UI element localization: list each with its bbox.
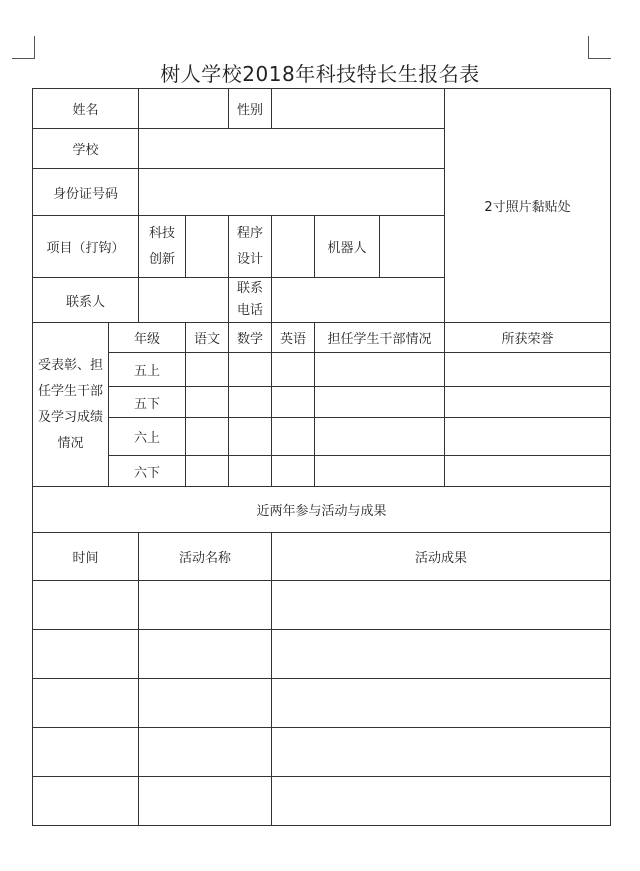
phone-field[interactable] (272, 278, 445, 323)
awards-cell[interactable] (445, 456, 611, 487)
math-header: 数学 (229, 323, 272, 353)
tech-innovation-checkbox[interactable] (186, 216, 229, 278)
grade-cell: 五上 (109, 353, 186, 387)
chinese-score-cell[interactable] (186, 387, 229, 418)
activity-result-cell[interactable] (272, 777, 611, 826)
math-score-cell[interactable] (229, 456, 272, 487)
corner-mark-top-right (588, 36, 611, 59)
activity-name-cell[interactable] (139, 728, 272, 777)
name-label: 姓名 (33, 89, 139, 129)
activity-result-cell[interactable] (272, 630, 611, 679)
activities-title: 近两年参与活动与成果 (33, 487, 611, 533)
contact-label: 联系人 (33, 278, 139, 323)
cadre-cell[interactable] (315, 353, 445, 387)
cadre-cell[interactable] (315, 418, 445, 456)
grade-cell: 五下 (109, 387, 186, 418)
activity-time-cell[interactable] (33, 679, 139, 728)
registration-form (32, 88, 611, 826)
form-title: 树人学校2018年科技特长生报名表 (160, 62, 480, 86)
id-number-field[interactable] (139, 169, 445, 216)
name-field[interactable] (139, 89, 229, 129)
programming-label (229, 216, 272, 278)
activity-time-cell[interactable] (33, 728, 139, 777)
robot-checkbox[interactable] (380, 216, 445, 278)
honors-block-label (33, 323, 109, 487)
english-header: 英语 (272, 323, 315, 353)
chinese-score-cell[interactable] (186, 456, 229, 487)
prog-label-line1: 程序 (237, 225, 264, 241)
awards-header: 所获荣誉 (445, 323, 611, 353)
grade-cell: 六下 (109, 456, 186, 487)
robot-label: 机器人 (315, 216, 380, 278)
school-field[interactable] (139, 129, 445, 169)
corner-mark-top-left (12, 36, 35, 59)
grade-header: 年级 (109, 323, 186, 353)
time-header: 时间 (33, 533, 139, 581)
grade-cell: 六上 (109, 418, 186, 456)
math-score-cell[interactable] (229, 353, 272, 387)
tech-innovation-label (139, 216, 186, 278)
math-score-cell[interactable] (229, 387, 272, 418)
gender-label: 性别 (229, 89, 272, 129)
school-label: 学校 (33, 129, 139, 169)
prog-label-line2: 设计 (237, 251, 264, 267)
phone-label (229, 278, 272, 323)
tech-label-line1: 科技 (149, 225, 176, 241)
gender-field[interactable] (272, 89, 445, 129)
chinese-score-cell[interactable] (186, 418, 229, 456)
activity-time-cell[interactable] (33, 777, 139, 826)
english-score-cell[interactable] (272, 353, 315, 387)
activity-result-cell[interactable] (272, 581, 611, 630)
chinese-score-cell[interactable] (186, 353, 229, 387)
activity-result-header: 活动成果 (272, 533, 611, 581)
honors-block-text: 受表彰、担任学生干部及学习成绩情况 (37, 357, 103, 451)
english-score-cell[interactable] (272, 456, 315, 487)
awards-cell[interactable] (445, 387, 611, 418)
activity-name-header: 活动名称 (139, 533, 272, 581)
activity-time-cell[interactable] (33, 630, 139, 679)
activity-name-cell[interactable] (139, 679, 272, 728)
chinese-header: 语文 (186, 323, 229, 353)
awards-cell[interactable] (445, 418, 611, 456)
project-label: 项目（打钩） (33, 216, 139, 278)
phone-label-line1: 联系 (237, 281, 264, 296)
phone-label-line2: 电话 (237, 303, 264, 318)
tech-label-line2: 创新 (149, 251, 176, 267)
programming-checkbox[interactable] (272, 216, 315, 278)
activity-result-cell[interactable] (272, 728, 611, 777)
english-score-cell[interactable] (272, 387, 315, 418)
activity-name-cell[interactable] (139, 630, 272, 679)
cadre-cell[interactable] (315, 456, 445, 487)
activity-result-cell[interactable] (272, 679, 611, 728)
photo-area: 2寸照片黏贴处 (445, 89, 611, 323)
awards-cell[interactable] (445, 353, 611, 387)
contact-field[interactable] (139, 278, 229, 323)
math-score-cell[interactable] (229, 418, 272, 456)
activity-name-cell[interactable] (139, 777, 272, 826)
id-number-label: 身份证号码 (33, 169, 139, 216)
cadre-cell[interactable] (315, 387, 445, 418)
cadre-header: 担任学生干部情况 (315, 323, 445, 353)
activity-time-cell[interactable] (33, 581, 139, 630)
activity-name-cell[interactable] (139, 581, 272, 630)
english-score-cell[interactable] (272, 418, 315, 456)
